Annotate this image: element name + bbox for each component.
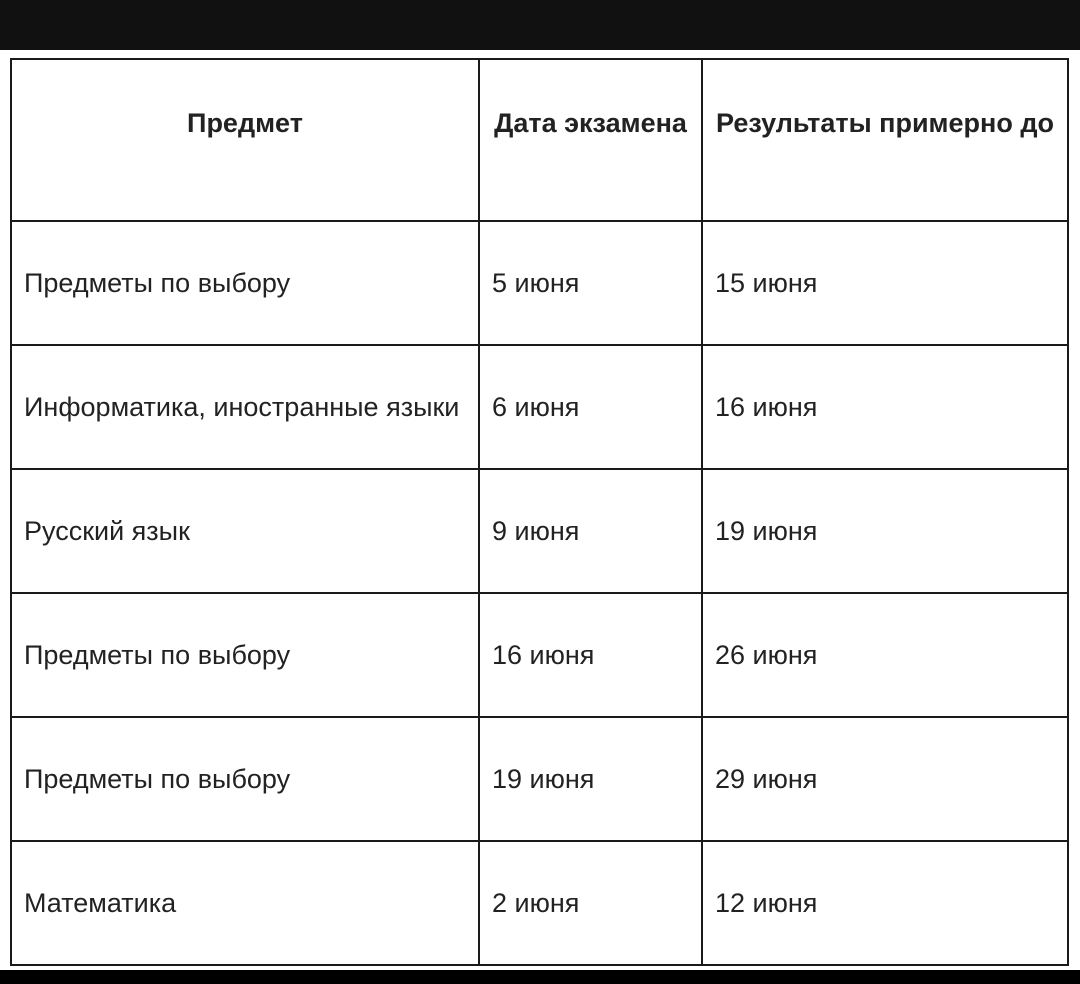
- cell-subject: Математика: [11, 841, 479, 965]
- cell-results-date: 29 июня: [702, 717, 1068, 841]
- cell-exam-date: 2 июня: [479, 841, 702, 965]
- exam-schedule-table: [10, 58, 1069, 966]
- bottom-dark-bar: [0, 970, 1080, 984]
- cell-exam-date: 19 июня: [479, 717, 702, 841]
- cell-exam-date: 16 июня: [479, 593, 702, 717]
- cell-exam-date: 5 июня: [479, 221, 702, 345]
- cell-subject: Предметы по выбору: [11, 593, 479, 717]
- top-dark-bar: [0, 0, 1080, 50]
- cell-exam-date: 6 июня: [479, 345, 702, 469]
- table-row: [11, 841, 1068, 965]
- cell-subject: Русский язык: [11, 469, 479, 593]
- header-exam-date: Дата экзамена: [479, 59, 702, 221]
- table-header-row: [11, 59, 1068, 221]
- cell-subject: Информатика, иностранные языки: [11, 345, 479, 469]
- cell-exam-date: 9 июня: [479, 469, 702, 593]
- cell-results-date: 26 июня: [702, 593, 1068, 717]
- table-row: [11, 593, 1068, 717]
- table-row: [11, 717, 1068, 841]
- table-row: [11, 221, 1068, 345]
- cell-results-date: 15 июня: [702, 221, 1068, 345]
- cell-subject: Предметы по выбору: [11, 221, 479, 345]
- table-row: [11, 345, 1068, 469]
- table-row: [11, 469, 1068, 593]
- header-results-date: Результаты примерно до: [702, 59, 1068, 221]
- cell-subject: Предметы по выбору: [11, 717, 479, 841]
- cell-results-date: 12 июня: [702, 841, 1068, 965]
- header-subject: Предмет: [11, 59, 479, 221]
- cell-results-date: 19 июня: [702, 469, 1068, 593]
- cell-results-date: 16 июня: [702, 345, 1068, 469]
